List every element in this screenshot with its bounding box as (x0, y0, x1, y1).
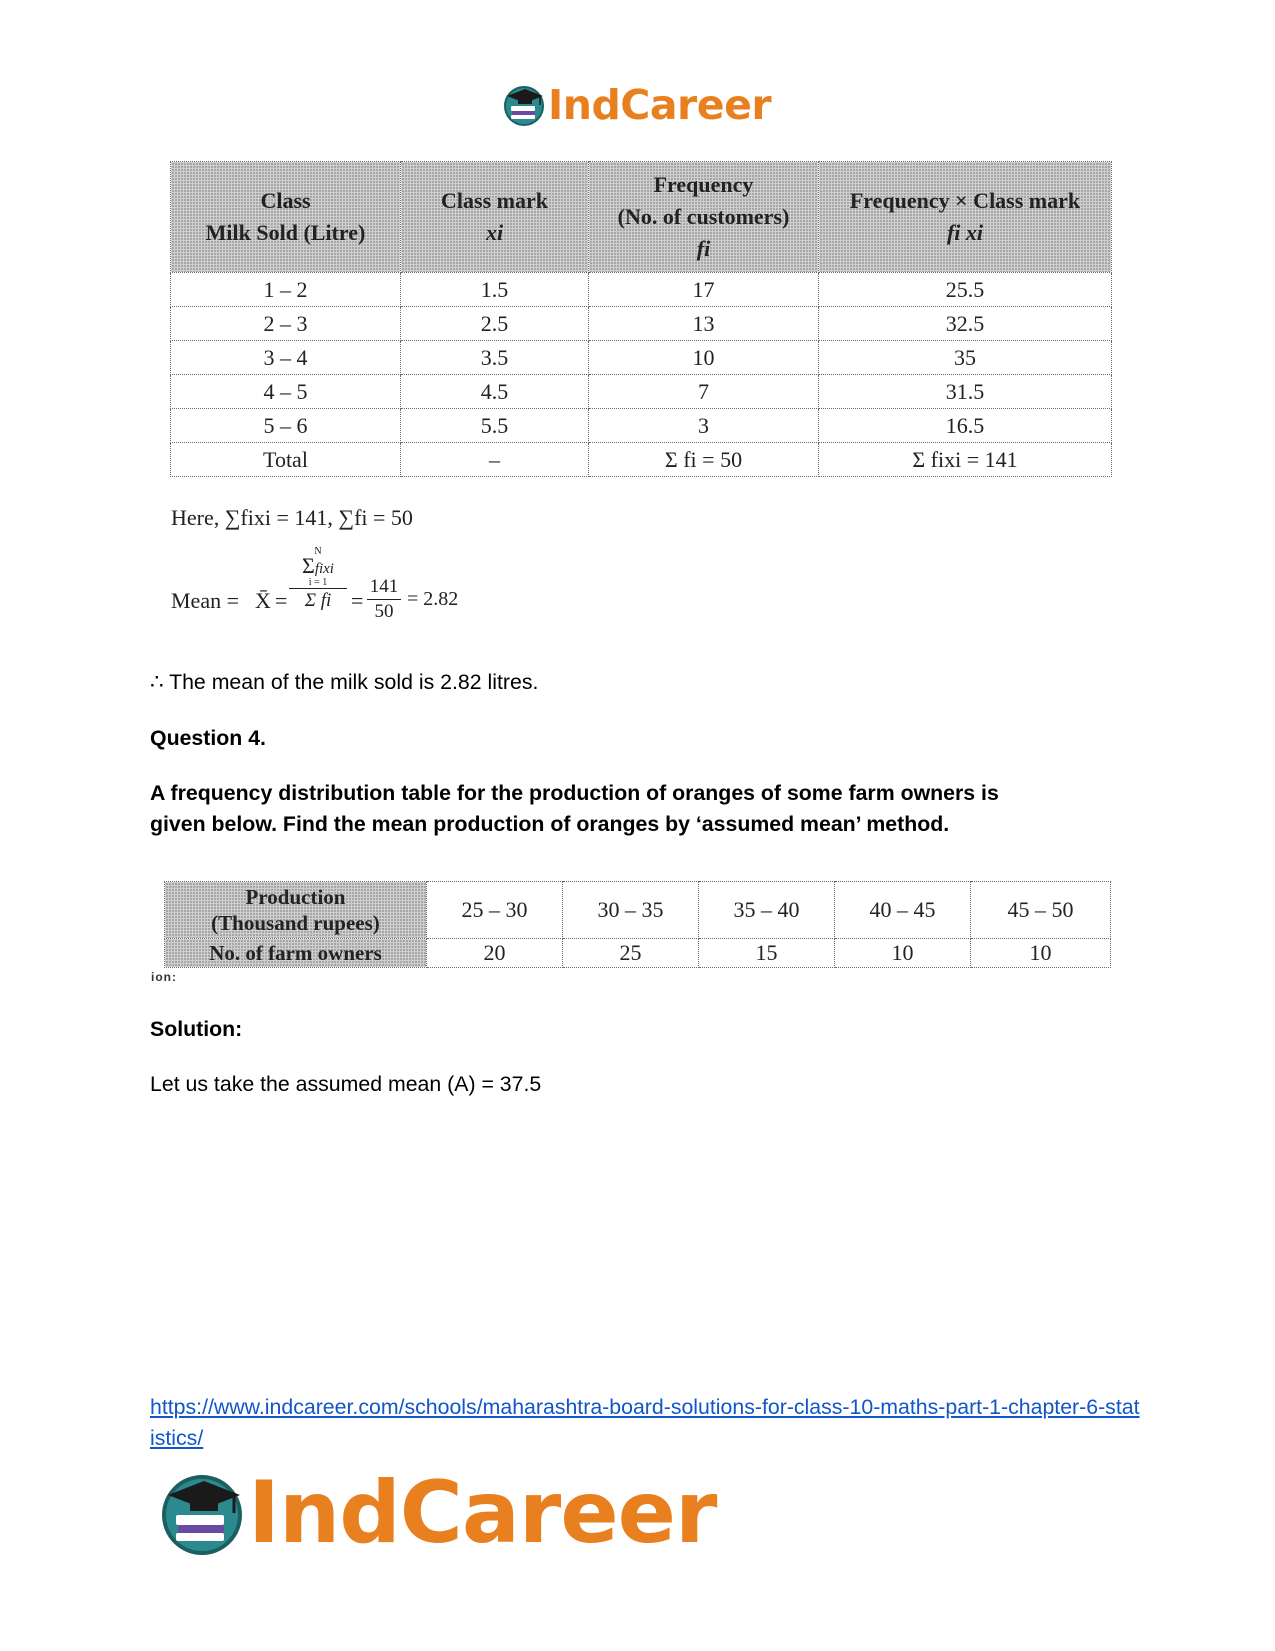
cell-frequency: 7 (589, 375, 819, 409)
header-class-mark: Class mark xi (401, 162, 589, 273)
conclusion-text: ∴ The mean of the milk sold is 2.82 litres. (150, 670, 539, 694)
header-class: Class Milk Sold (Litre) (171, 162, 401, 273)
orange-production-table (164, 881, 1111, 968)
cell-class-mark: 2.5 (401, 307, 589, 341)
cell-total-fx: Σ fixi = 141 (819, 443, 1112, 477)
scan-artifact-text: ion: (151, 970, 177, 984)
cell-farm-owners: 10 (835, 939, 971, 968)
mean-symbol: X̄ (255, 588, 271, 613)
mean-result: = 2.82 (407, 588, 459, 610)
cell-class-mark: 1.5 (401, 273, 589, 307)
cell-production-range: 35 – 40 (699, 882, 835, 939)
production-row (165, 882, 1111, 939)
cell-production-range: 40 – 45 (835, 882, 971, 939)
table-total-row (171, 443, 1112, 477)
sum-fraction: N Σfixi i = 1 Σ fi (289, 547, 347, 613)
cell-fx: 16.5 (819, 409, 1112, 443)
table-row (171, 273, 1112, 307)
cell-total-class-mark: – (401, 443, 589, 477)
table-row (171, 341, 1112, 375)
solution-text: Let us take the assumed mean (A) = 37.5 (150, 1072, 542, 1096)
cell-class: 3 – 4 (171, 341, 401, 375)
cell-class-mark: 5.5 (401, 409, 589, 443)
table-header-row (171, 162, 1112, 273)
indcareer-logo-bottom (160, 1463, 717, 1563)
milk-sold-frequency-table (170, 161, 1112, 477)
cell-farm-owners: 25 (563, 939, 699, 968)
cell-farm-owners: 15 (699, 939, 835, 968)
table-row (171, 375, 1112, 409)
table-row (171, 307, 1112, 341)
logo-text: IndCareer (248, 1463, 717, 1563)
table-row (171, 409, 1112, 443)
cell-production-range: 25 – 30 (427, 882, 563, 939)
header-farm-owners: No. of farm owners (165, 939, 427, 968)
question-text: A frequency distribution table for the production of oranges of some farm owners is given below. Find the mean production of oranges by ‘assumed mean’ method. (150, 781, 999, 836)
value-fraction: $\frac{141}{50}$ (367, 575, 401, 624)
cell-fx: 25.5 (819, 273, 1112, 307)
cell-fx: 32.5 (819, 307, 1112, 341)
cell-class-mark: 4.5 (401, 375, 589, 409)
source-link[interactable]: https://www.indcareer.com/schools/maharashtra-board-solutions-for-class-10-maths-part-1-chapter-6-statistics/ (150, 1395, 1140, 1450)
mean-label: Mean = (171, 588, 239, 613)
cell-total-frequency: Σ fi = 50 (589, 443, 819, 477)
header-frequency: Frequency (No. of customers) fi (589, 162, 819, 273)
mean-formula: Mean = X̄ = N Σfixi i = 1 Σ fi = $\frac{141}{50}$ = 2.82 (171, 546, 459, 622)
cell-production-range: 45 – 50 (971, 882, 1111, 939)
cell-frequency: 10 (589, 341, 819, 375)
question-label: Question 4. (150, 726, 266, 750)
cell-frequency: 13 (589, 307, 819, 341)
cell-class: 5 – 6 (171, 409, 401, 443)
cell-total-label: Total (171, 443, 401, 477)
logo-text: IndCareer (548, 81, 772, 129)
cell-class: 4 – 5 (171, 375, 401, 409)
cell-class-mark: 3.5 (401, 341, 589, 375)
cell-frequency: 17 (589, 273, 819, 307)
cell-production-range: 30 – 35 (563, 882, 699, 939)
cell-class: 1 – 2 (171, 273, 401, 307)
indcareer-logo-top (503, 80, 771, 130)
cell-frequency: 3 (589, 409, 819, 443)
cell-farm-owners: 20 (427, 939, 563, 968)
graduation-cap-book-icon (160, 1471, 244, 1555)
cell-class: 2 – 3 (171, 307, 401, 341)
cell-fx: 35 (819, 341, 1112, 375)
header-production: Production (Thousand rupees) (165, 882, 427, 939)
solution-label: Solution: (150, 1017, 243, 1041)
header-frequency-times-class-mark: Frequency × Class mark fi xi (819, 162, 1112, 273)
sum-statement: Here, ∑fixi = 141, ∑fi = 50 (171, 505, 413, 530)
cell-fx: 31.5 (819, 375, 1112, 409)
graduation-cap-book-icon (503, 84, 545, 126)
farm-owners-row (165, 939, 1111, 968)
cell-farm-owners: 10 (971, 939, 1111, 968)
